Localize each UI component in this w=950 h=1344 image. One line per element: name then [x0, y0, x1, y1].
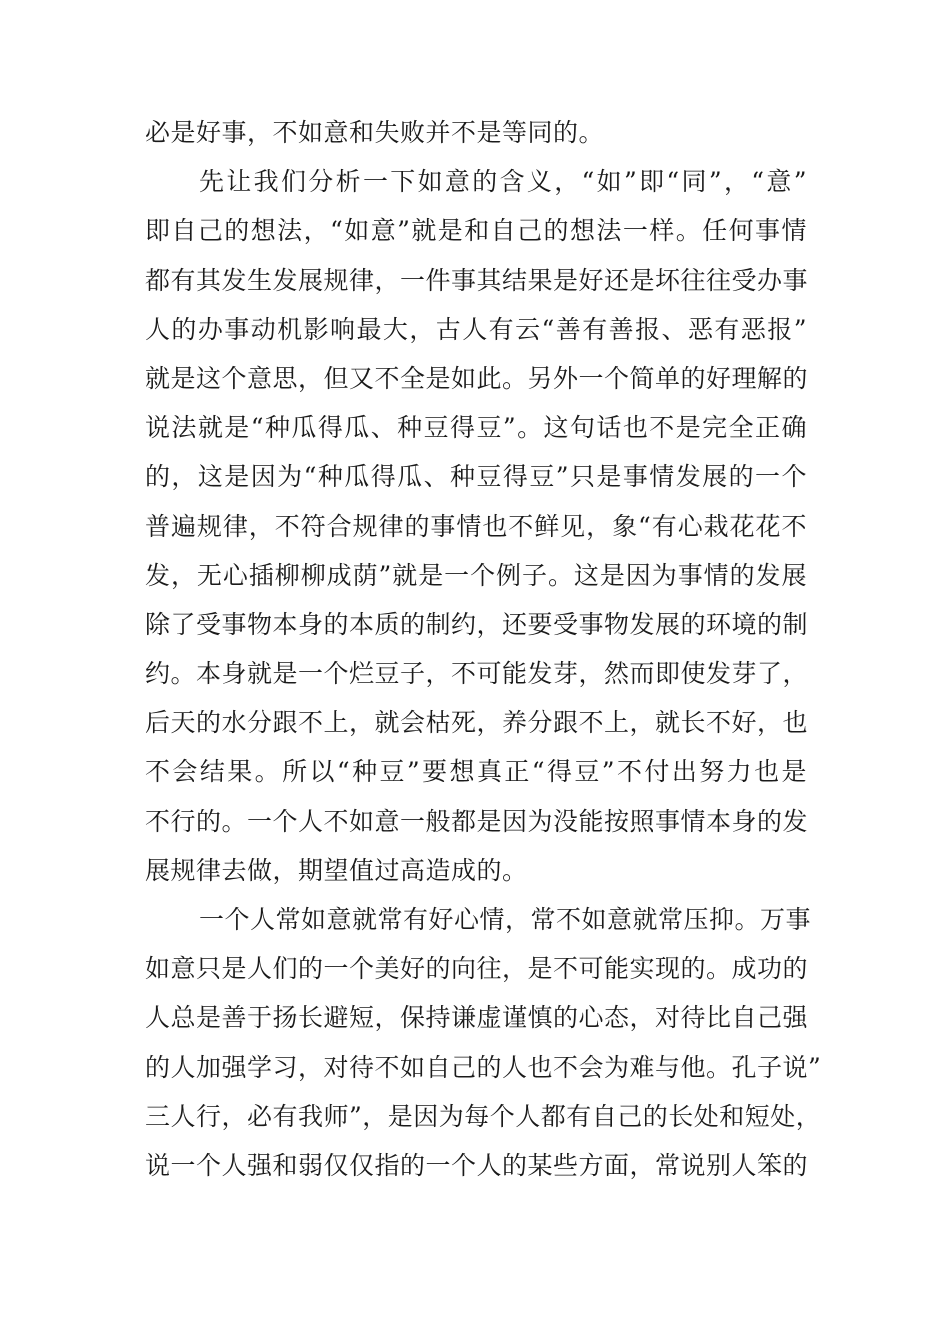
text-line: 即自己的想法，“如意”就是和自己的想法一样。任何事情: [145, 216, 807, 246]
text-line: 就是这个意思，但又不全是如此。另外一个简单的好理解的: [145, 363, 809, 393]
text-line: 如意只是人们的一个美好的向往，是不可能实现的。成功的: [145, 954, 809, 984]
text-line: 后天的水分跟不上，就会枯死，养分跟不上，就长不好，也: [145, 708, 809, 738]
text-line: 约。本身就是一个烂豆子，不可能发芽，然而即使发芽了，: [145, 659, 809, 689]
text-line: 一个人常如意就常有好心情，常不如意就常压抑。万事: [199, 905, 812, 934]
body-text: [145, 108, 822, 1190]
text-line: 说一个人强和弱仅仅指的一个人的某些方面，常说别人笨的: [145, 1150, 809, 1180]
text-line: 除了受事物本身的本质的制约，还要受事物发展的环境的制: [145, 609, 809, 639]
text-line: 人的办事动机影响最大，古人有云“善有善报、恶有恶报”: [145, 314, 807, 344]
text-line: 的人加强学习，对待不如自己的人也不会为难与他。孔子说”: [145, 1052, 822, 1082]
text-line: 展规律去做，期望值过高造成的。: [145, 855, 528, 885]
text-line: 都有其发生发展规律，一件事其结果是好还是坏往往受办事: [145, 265, 809, 295]
text-line: 说法就是“种瓜得瓜、种豆得豆”。这句话也不是完全正确: [145, 413, 807, 443]
text-line: 普遍规律，不符合规律的事情也不鲜见，象“有心栽花花不: [145, 511, 807, 541]
text-line: 不会结果。所以“种豆”要想真正“得豆”不付出努力也是: [145, 757, 807, 787]
text-line: 三人行，必有我师”，是因为每个人都有自己的长处和短处，: [145, 1101, 822, 1131]
text-line: 先让我们分析一下如意的含义，“如”即“同”，“意”: [199, 167, 807, 197]
text-line: 必是好事，不如意和失败并不是等同的。: [145, 118, 605, 147]
text-line: 的，这是因为“种瓜得瓜、种豆得豆”只是事情发展的一个: [145, 462, 807, 492]
text-line: 人总是善于扬长避短，保持谦虚谨慎的心态，对待比自己强: [145, 1003, 809, 1033]
text-line: 发，无心插柳柳成荫”就是一个例子。这是因为事情的发展: [145, 560, 807, 590]
text-line: 不行的。一个人不如意一般都是因为没能按照事情本身的发: [145, 806, 809, 836]
